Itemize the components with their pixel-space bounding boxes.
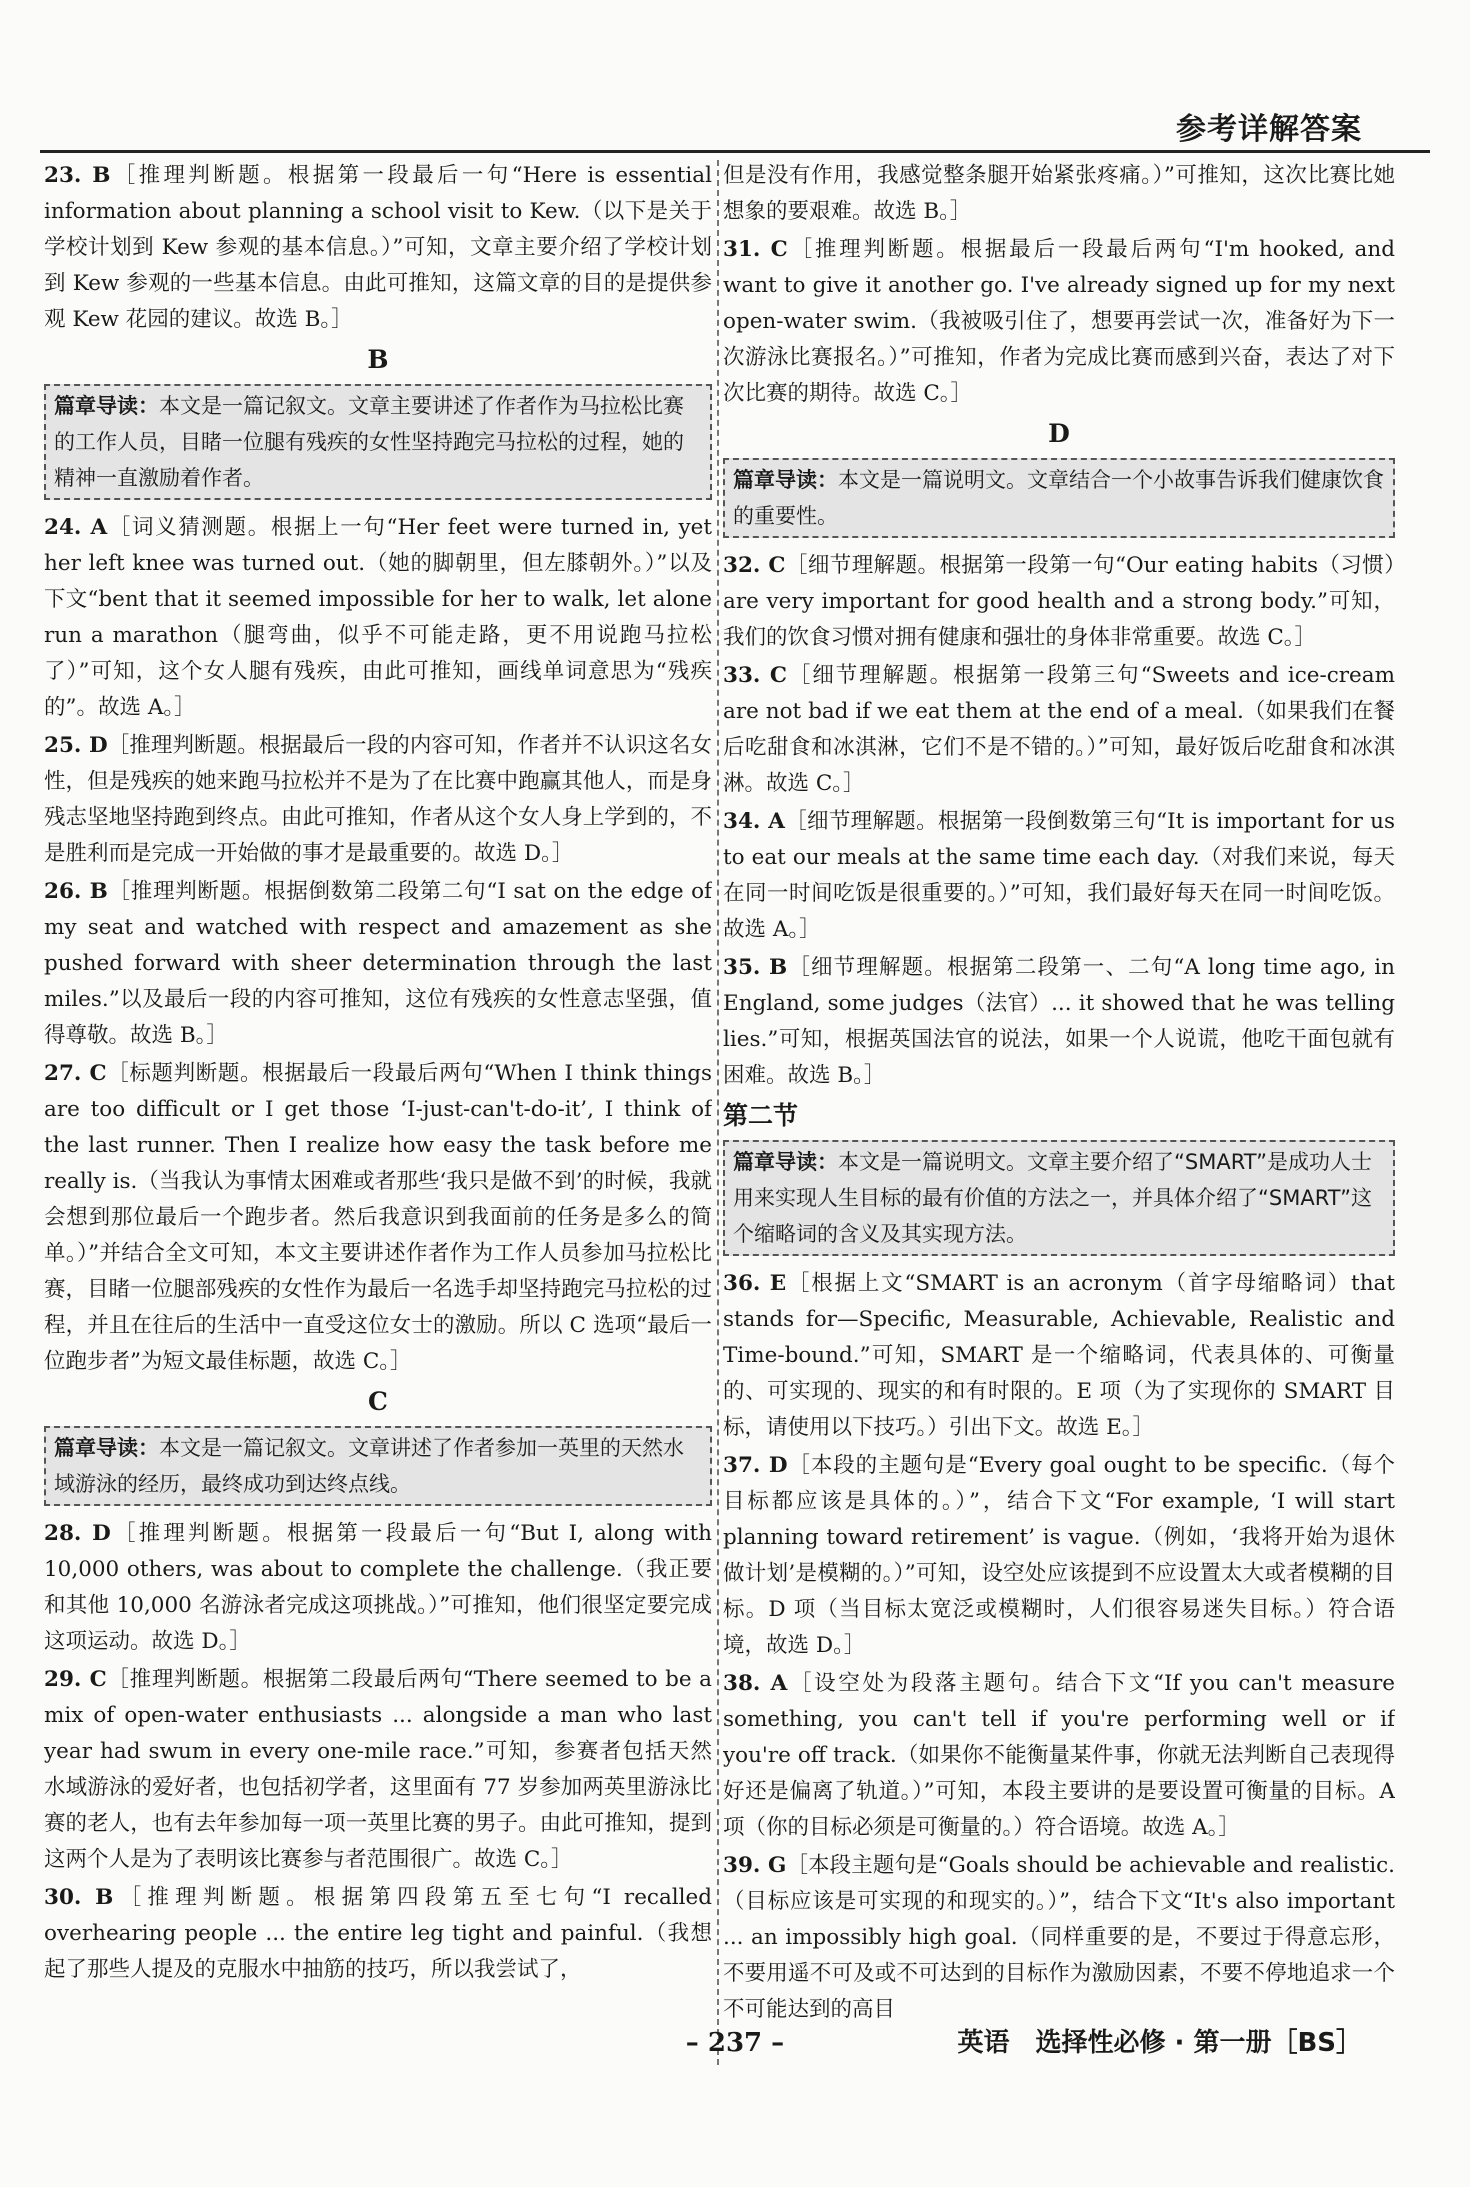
answer-24: 24. A［词义猜测题。根据上一句“Her feet were turned in, yet her left knee was turned out.（她的脚朝里，但左膝朝外。）”以及下文“bent that it seemed impossible for her to walk, let alone run a marathon（腿弯曲，似乎不可能走路，更不用说跑马拉松了）”可知，这个女人腿有残疾，由此可推知，画线单词意思为“残疾的”。故选 A。］ — [44, 515, 712, 720]
answer-34: 34. A［细节理解题。根据第一段倒数第三句“It is important for us to eat our meals at the same time each day.（对我们来说，每天在同一时间吃饭是很重要的。）”可知，我们最好每天在同一时间吃饭。故选 A。］ — [723, 809, 1395, 942]
passage-guide-d: 篇章导读：本文是一篇说明文。文章结合一个小故事告诉我们健康饮食的重要性。 — [723, 458, 1395, 538]
page-number: – 237 – — [685, 2028, 785, 2058]
left-column — [44, 158, 712, 2038]
section-d-heading: D — [1048, 419, 1070, 448]
page-header-title: 参考详解答案 — [1176, 112, 1362, 147]
book-title: 英语 选择性必修 · 第一册［BS］ — [957, 2028, 1362, 2058]
column-divider — [717, 160, 719, 2065]
answer-32: 32. C［细节理解题。根据第一段第一句“Our eating habits（习惯）are very important for good health and a strong body.”可知，我们的饮食习惯对拥有健康和强壮的身体非常重要。故选 C。］ — [723, 553, 1395, 650]
header-rule — [40, 150, 1430, 153]
answer-25: 25. D［推理判断题。根据最后一段的内容可知，作者并不认识这名女性，但是残疾的她来跑马拉松并不是为了在比赛中跑赢其他人，而是身残志坚地坚持跑到终点。由此可推知，作者从这个女人身上学到的，不是胜利而是完成一开始做的事才是最重要的。故选 D。］ — [44, 733, 712, 866]
answer-39: 39. G［本段主题句是“Goals should be achievable and realistic.（目标应该是可实现的和现实的。）”，结合下文“It's also important ... an impossibly high goal.（同样重要的是，不要过于得意忘形，不要用遥不可及或不可达到的目标作为激励因素，不要不停地追求一个不可能达到的高目 — [723, 1853, 1395, 2022]
answer-26: 26. B［推理判断题。根据倒数第二段第二句“I sat on the edge of my seat and watched with respect and amazement as she pushed forward with sheer determination through the last miles.”以及最后一段的内容可推知，这位有残疾的女性意志坚强，值得尊敬。故选 B。］ — [44, 879, 712, 1048]
answer-30-continued: 但是没有作用，我感觉整条腿开始紧张疼痛。）”可推知，这次比赛比她想象的要艰难。故选 B。］ — [723, 163, 1395, 224]
answer-29: 29. C［推理判断题。根据第二段最后两句“There seemed to be a mix of open-water enthusiasts ... alongside a man who last year had swum in every one-mile race.”可知，参赛者包括天然水域游泳的爱好者，也包括初学者，这里面有 77 岁参加两英里游泳比赛的老人，也有去年参加每一项一英里比赛的男子。由此可推知，提到这两个人是为了表明该比赛参与者范围很广。故选 C。］ — [44, 1667, 712, 1872]
passage-guide-c: 篇章导读：本文是一篇记叙文。文章讲述了作者参加一英里的天然水域游泳的经历，最终成功到达终点线。 — [44, 1426, 712, 1506]
section-b-heading: B — [367, 345, 389, 374]
answer-35: 35. B［细节理解题。根据第二段第一、二句“A long time ago, in England, some judges（法官）... it showed that he was telling lies.”可知，根据英国法官的说法，如果一个人说谎，他吃干面包就有困难。故选 B。］ — [723, 955, 1395, 1088]
answer-38: 38. A［设空处为段落主题句。结合下文“If you can't measure something, you can't tell if you're performing well or if you're off track.（如果你不能衡量某件事，你就无法判断自己表现得好还是偏离了轨道。）”可知，本段主要讲的是要设置可衡量的目标。A 项（你的目标必须是可衡量的。）符合语境。故选 A。］ — [723, 1671, 1395, 1840]
answer-36: 36. E［根据上文“SMART is an acronym（首字母缩略词）that stands for—Specific, Measurable, Achievable, Realistic and Time-bound.”可知，SMART 是一个缩略词，代表具体的、可衡量的、可实现的、现实的和有时限的。E 项（为了实现你的 SMART 目标，请使用以下技巧。）引出下文。故选 E。］ — [723, 1271, 1395, 1440]
answer-33: 33. C［细节理解题。根据第一段第三句“Sweets and ice-cream are not bad if we eat them at the end of a meal.（如果我们在餐后吃甜食和冰淇淋，它们不是不错的。）”可知，最好饭后吃甜食和冰淇淋。故选 C。］ — [723, 663, 1395, 796]
answer-27: 27. C［标题判断题。根据最后一段最后两句“When I think things are too difficult or I get those ‘I-just-can't-do-it’, I think of the last runner. Then I realize how easy the task before me really is.（当我认为事情太困难或者那些‘我只是做不到’的时候，我就会想到那位最后一个跑步者。然后我意识到我面前的任务是多么的简单。）”并结合全文可知，本文主要讲述作者作为工作人员参加马拉松比赛，目睹一位腿部残疾的女性作为最后一名选手却坚持跑完马拉松的过程，并且在往后的生活中一直受这位女士的激励。所以 C 选项“最后一位跑步者”为短文最佳标题，故选 C。］ — [44, 1061, 712, 1374]
answer-31: 31. C［推理判断题。根据最后一段最后两句“I'm hooked, and want to give it another go. I've already signed up for my next open-water swim.（我被吸引住了，想要再尝试一次，准备好为下一次游泳比赛报名。）”可推知，作者为完成比赛而感到兴奋，表达了对下次比赛的期待。故选 C。］ — [723, 237, 1395, 406]
answer-23: 23. B［推理判断题。根据第一段最后一句“Here is essential information about planning a school visit to Kew.（以下是关于学校计划到 Kew 参观的基本信息。）”可知，文章主要介绍了学校计划到 Kew 参观的一些基本信息。由此可推知，这篇文章的目的是提供参观 Kew 花园的建议。故选 B。］ — [44, 163, 712, 332]
right-column — [723, 158, 1395, 2038]
answer-37: 37. D［本段的主题句是“Every goal ought to be specific.（每个目标都应该是具体的。）”，结合下文“For example, ‘I will start planning toward retirement’ is vague.（例如，‘我将开始为退休做计划’是模糊的。）”可知，设空处应该提到不应设置太大或者模糊的目标。D 项（当目标太宽泛或模糊时，人们很容易迷失目标。）符合语境，故选 D。］ — [723, 1453, 1395, 1658]
answer-28: 28. D［推理判断题。根据第一段最后一句“But I, along with 10,000 others, was about to complete the challenge.（我正要和其他 10,000 名游泳者完成这项挑战。）”可推知，他们很坚定要完成这项运动。故选 D。］ — [44, 1521, 712, 1654]
section-2-heading: 第二节 — [723, 1101, 799, 1130]
passage-guide-section-2: 篇章导读：本文是一篇说明文。文章主要介绍了“SMART”是成功人士用来实现人生目标的最有价值的方法之一，并具体介绍了“SMART”这个缩略词的含义及其实现方法。 — [723, 1140, 1395, 1256]
section-c-heading: C — [368, 1387, 388, 1416]
passage-guide-b: 篇章导读：本文是一篇记叙文。文章主要讲述了作者作为马拉松比赛的工作人员，目睹一位腿有残疾的女性坚持跑完马拉松的过程，她的精神一直激励着作者。 — [44, 384, 712, 500]
answer-30: 30. B［推理判断题。根据第四段第五至七句“I recalled overhearing people ... the entire leg tight and painful.（我想起了那些人提及的克服水中抽筋的技巧，所以我尝试了， — [44, 1885, 712, 1982]
